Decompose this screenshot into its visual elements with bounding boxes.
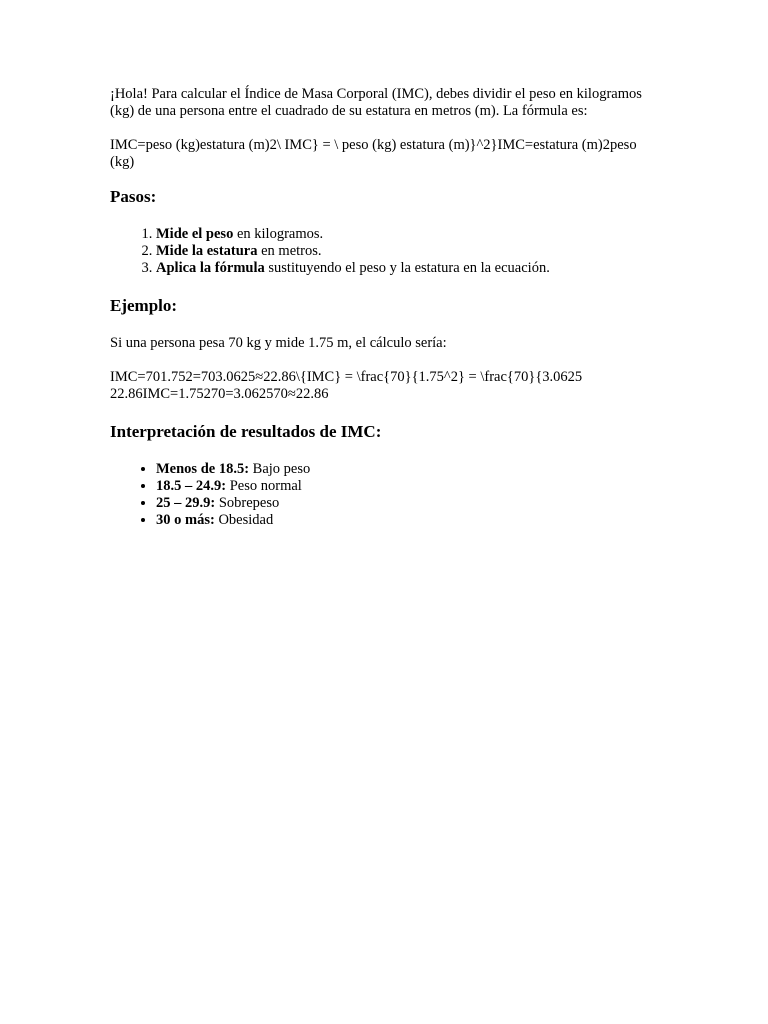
interpretacion-list <box>110 461 658 529</box>
range-text: Obesidad <box>214 512 274 528</box>
step-text: sustituyendo el peso y la estatura en la ecuación. <box>264 260 550 276</box>
ejemplo-heading: Ejemplo: <box>110 296 178 315</box>
range-text: Peso normal <box>226 478 302 494</box>
range-bold-label: 25 – 29.9: <box>156 495 216 511</box>
step-bold-label: Mide la estatura <box>156 243 258 259</box>
range-bold-label: Menos de 18.5: <box>156 461 250 477</box>
list-item <box>156 495 658 512</box>
ejemplo-formula: IMC=701.752=703.0625≈22.86\{IMC} = \frac{70}{1.75^2} = \frac{70}{3.0625 22.86IMC=1.75270=3.062570≈22.86 <box>110 369 583 402</box>
list-item <box>156 226 658 243</box>
list-item <box>156 478 658 495</box>
imc-formula: IMC=peso (kg)estatura (m)2\ IMC} = \ peso (kg) estatura (m)}^2}IMC=estatura (m)2peso (kg) <box>110 137 637 170</box>
list-item <box>156 260 658 277</box>
step-text: en metros. <box>257 243 322 259</box>
list-item <box>156 243 658 260</box>
interpretacion-heading: Interpretación de resultados de IMC: <box>110 422 382 441</box>
list-item <box>156 512 658 529</box>
step-text: en kilogramos. <box>233 226 324 242</box>
ejemplo-text: Si una persona pesa 70 kg y mide 1.75 m, el cálculo sería: <box>110 335 447 351</box>
list-item <box>156 461 658 478</box>
range-bold-label: 30 o más: <box>156 512 215 528</box>
range-text: Sobrepeso <box>215 495 280 511</box>
step-bold-label: Aplica la fórmula <box>156 260 265 276</box>
range-text: Bajo peso <box>249 461 311 477</box>
pasos-heading: Pasos: <box>110 187 157 206</box>
intro-paragraph: ¡Hola! Para calcular el Índice de Masa Corporal (IMC), debes dividir el peso en kilogramos (kg) de una persona entre el cuadrado de su estatura en metros (m). La fórmula es: <box>110 86 642 119</box>
range-bold-label: 18.5 – 24.9: <box>156 478 227 494</box>
step-bold-label: Mide el peso <box>156 226 234 242</box>
pasos-list <box>110 226 658 277</box>
